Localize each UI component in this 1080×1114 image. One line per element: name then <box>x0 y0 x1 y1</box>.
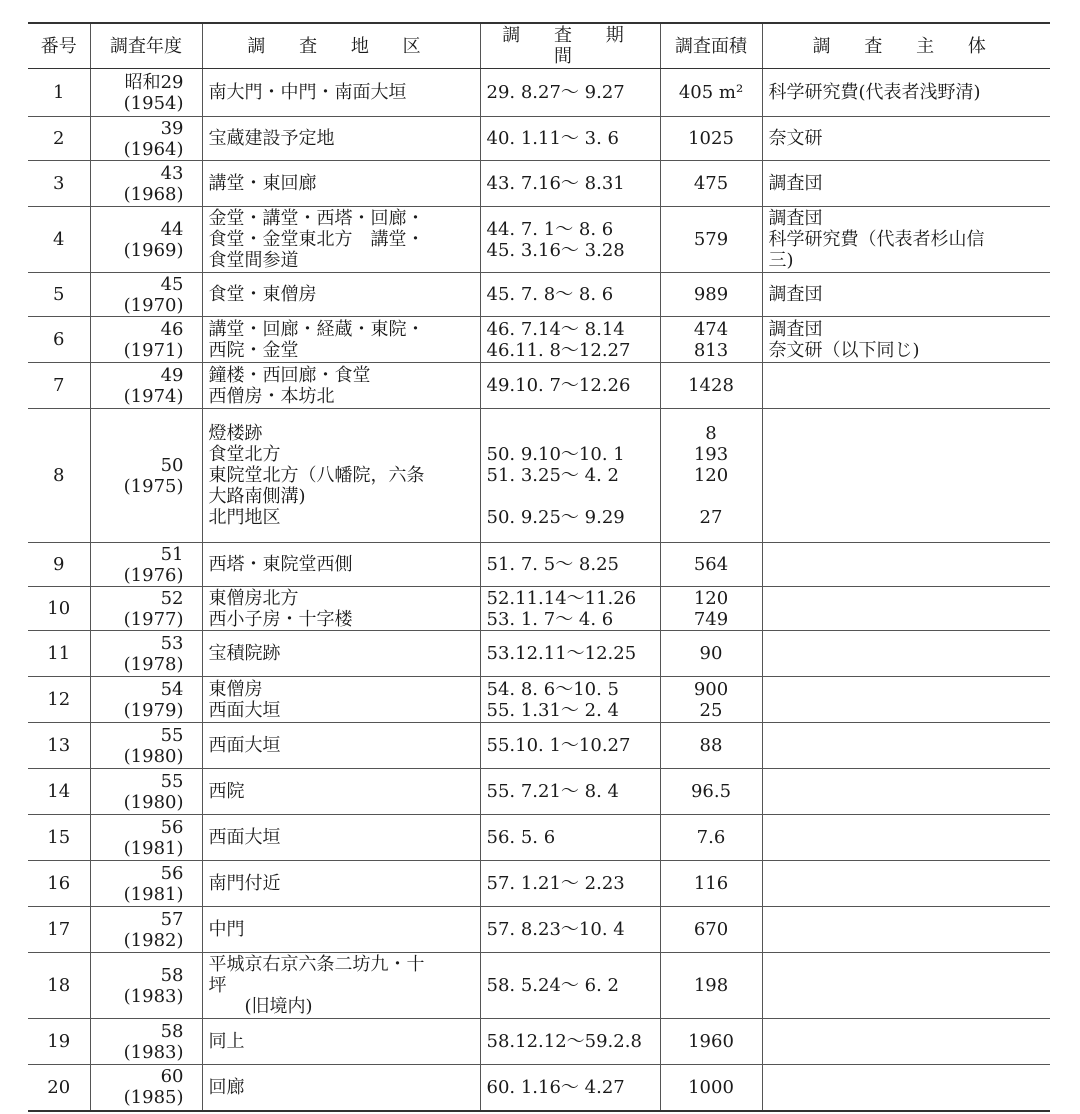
area-line: 西僧房・本坊北 <box>208 385 335 407</box>
cell-size <box>660 907 762 953</box>
table-row <box>28 543 1050 587</box>
cell-period <box>480 409 660 543</box>
cell-year <box>90 907 202 953</box>
period-line: 57. 1.21～ 2.23 <box>486 873 625 894</box>
header-row <box>28 23 1050 69</box>
table-row <box>28 363 1050 409</box>
size-line: 475 <box>693 173 729 194</box>
year-era: 55 <box>160 724 184 746</box>
cell-area <box>202 953 480 1019</box>
year-era: 54 <box>160 678 184 700</box>
size-line: 813 <box>693 339 729 361</box>
cell-body <box>762 861 1050 907</box>
cell-no: 5 <box>28 273 90 317</box>
table-row <box>28 69 1050 117</box>
size-line: 8 <box>705 423 717 444</box>
year-era: 55 <box>160 770 184 792</box>
area-line: 坪 <box>208 975 227 996</box>
period-line: 44. 7. 1～ 8. 6 <box>486 218 614 240</box>
header-body: 調 査 主 体 <box>762 23 1050 69</box>
cell-year <box>90 677 202 723</box>
year-era: 60 <box>160 1066 184 1088</box>
cell-year <box>90 587 202 631</box>
cell-area <box>202 1019 480 1065</box>
area-line: 宝蔵建設予定地 <box>208 128 335 149</box>
cell-year <box>90 815 202 861</box>
period-line: 58.12.12～59.2.8 <box>486 1031 642 1052</box>
area-line: 大路南側溝) <box>208 486 306 507</box>
cell-no: 14 <box>28 769 90 815</box>
area-line: 鐘楼・西回廊・食堂 <box>208 364 371 386</box>
cell-year <box>90 543 202 587</box>
year-era: 52 <box>160 587 184 609</box>
cell-body <box>762 907 1050 953</box>
cell-body <box>762 317 1050 363</box>
area-line: 中門 <box>208 919 245 940</box>
cell-body <box>762 543 1050 587</box>
cell-size <box>660 69 762 117</box>
table-row <box>28 953 1050 1019</box>
size-line: 474 <box>693 318 729 340</box>
area-line: 東院堂北方（八幡院，六条 <box>208 465 425 486</box>
period-line: 43. 7.16～ 8.31 <box>486 173 625 194</box>
cell-no: 20 <box>28 1065 90 1111</box>
year-ad: (1970) <box>123 294 184 316</box>
year-era: 45 <box>160 273 184 295</box>
size-line: 1428 <box>688 375 734 396</box>
period-line: 51. 3.25～ 4. 2 <box>486 465 619 486</box>
cell-area <box>202 543 480 587</box>
header-no: 番号 <box>28 23 90 69</box>
cell-size <box>660 1019 762 1065</box>
size-line: 116 <box>693 873 729 894</box>
size-line: 989 <box>693 284 729 305</box>
size-line: 670 <box>693 919 729 940</box>
cell-size <box>660 317 762 363</box>
year-era: 39 <box>160 117 184 139</box>
period-line: 53.12.11～12.25 <box>486 643 637 664</box>
cell-size <box>660 587 762 631</box>
cell-size <box>660 273 762 317</box>
table-row <box>28 409 1050 543</box>
cell-size <box>660 161 762 207</box>
cell-no: 15 <box>28 815 90 861</box>
cell-area <box>202 1065 480 1111</box>
size-line: 1025 <box>688 128 734 149</box>
area-line: 南大門・中門・南面大垣 <box>208 82 407 103</box>
body-line: 調査団 <box>768 208 823 229</box>
period-line: 58. 5.24～ 6. 2 <box>486 975 619 996</box>
size-line: 7.6 <box>696 827 726 848</box>
cell-period <box>480 907 660 953</box>
year-ad: (1981) <box>123 883 184 905</box>
cell-size <box>660 543 762 587</box>
cell-body <box>762 363 1050 409</box>
cell-size <box>660 953 762 1019</box>
table-row <box>28 587 1050 631</box>
period-line: 53. 1. 7～ 4. 6 <box>486 608 614 630</box>
period-line: 45. 3.16～ 3.28 <box>486 239 625 261</box>
cell-period <box>480 161 660 207</box>
year-ad: (1975) <box>123 475 184 497</box>
cell-period <box>480 953 660 1019</box>
area-line: 講堂・東回廊 <box>208 173 317 194</box>
cell-period <box>480 273 660 317</box>
cell-area <box>202 631 480 677</box>
cell-body <box>762 273 1050 317</box>
cell-year <box>90 861 202 907</box>
cell-no: 8 <box>28 409 90 543</box>
area-line: 食堂北方 <box>208 444 281 465</box>
area-line: 回廊 <box>208 1076 245 1098</box>
size-line: 1960 <box>688 1031 734 1052</box>
year-ad: (1971) <box>123 339 184 361</box>
table-row <box>28 907 1050 953</box>
table-row <box>28 207 1050 273</box>
table-row <box>28 117 1050 161</box>
year-era: 58 <box>160 964 184 986</box>
cell-period <box>480 1019 660 1065</box>
size-line: 120 <box>693 587 729 609</box>
period-line: 55. 1.31～ 2. 4 <box>486 699 619 721</box>
body-line: 奈文研 <box>768 128 823 149</box>
area-line: 食堂・金堂東北方 講堂・ <box>208 229 425 250</box>
year-era: 43 <box>160 162 184 184</box>
area-line: 南門付近 <box>208 873 281 894</box>
period-line <box>487 423 654 444</box>
period-line: 57. 8.23～10. 4 <box>486 919 625 940</box>
size-line: 1000 <box>688 1076 734 1098</box>
year-era: 49 <box>160 364 184 386</box>
cell-year <box>90 1019 202 1065</box>
table-row <box>28 1019 1050 1065</box>
cell-area <box>202 769 480 815</box>
cell-body <box>762 409 1050 543</box>
table-row <box>28 677 1050 723</box>
cell-body <box>762 769 1050 815</box>
cell-year <box>90 363 202 409</box>
cell-size <box>660 769 762 815</box>
body-line: 科学研究費（代表者杉山信 <box>768 229 985 250</box>
area-line: 講堂・回廊・経蔵・東院・ <box>208 318 425 340</box>
cell-period <box>480 117 660 161</box>
period-line: 55.10. 1～10.27 <box>486 735 631 756</box>
cell-body <box>762 677 1050 723</box>
year-ad: (1954) <box>123 92 184 114</box>
year-ad: (1981) <box>123 837 184 859</box>
cell-area <box>202 317 480 363</box>
period-line: 50. 9.10～10. 1 <box>486 444 625 465</box>
period-line: 46. 7.14～ 8.14 <box>486 318 625 340</box>
cell-no: 13 <box>28 723 90 769</box>
table-row <box>28 815 1050 861</box>
body-line: 三) <box>768 250 794 271</box>
cell-year <box>90 723 202 769</box>
area-line: 北門地区 <box>208 507 281 528</box>
body-line: 調査団 <box>768 284 823 305</box>
cell-area <box>202 723 480 769</box>
size-line: 579 <box>693 229 729 250</box>
year-era: 56 <box>160 816 184 838</box>
area-line: 西面大垣 <box>208 827 281 848</box>
area-line: 東僧房 <box>208 678 263 700</box>
cell-body <box>762 631 1050 677</box>
period-line: 46.11. 8～12.27 <box>486 339 631 361</box>
cell-year <box>90 207 202 273</box>
cell-size <box>660 631 762 677</box>
cell-body <box>762 1019 1050 1065</box>
table-row <box>28 161 1050 207</box>
period-line: 56. 5. 6 <box>486 827 556 848</box>
cell-body <box>762 953 1050 1019</box>
table-row <box>28 273 1050 317</box>
area-line: 西小子房・十字楼 <box>208 608 353 630</box>
year-ad: (1982) <box>123 929 184 951</box>
size-line: 96.5 <box>690 781 732 802</box>
cell-period <box>480 769 660 815</box>
year-ad: (1983) <box>123 985 184 1007</box>
year-ad: (1976) <box>123 564 184 586</box>
cell-year <box>90 273 202 317</box>
cell-no: 1 <box>28 69 90 117</box>
cell-body <box>762 69 1050 117</box>
area-line: 西面大垣 <box>208 735 281 756</box>
cell-period <box>480 69 660 117</box>
year-ad: (1980) <box>123 745 184 767</box>
period-line: 54. 8. 6～10. 5 <box>486 678 619 700</box>
area-line: 西院 <box>208 781 245 802</box>
size-line: 90 <box>699 643 723 664</box>
size-line: 25 <box>699 699 723 721</box>
cell-area <box>202 677 480 723</box>
cell-year <box>90 769 202 815</box>
cell-period <box>480 543 660 587</box>
cell-area <box>202 409 480 543</box>
size-line <box>667 486 756 507</box>
period-line: 40. 1.11～ 3. 6 <box>486 128 619 149</box>
size-line: 27 <box>699 507 723 528</box>
cell-size <box>660 861 762 907</box>
size-line: 120 <box>693 465 729 486</box>
table-row <box>28 1065 1050 1111</box>
area-line: 西院・金堂 <box>208 339 299 361</box>
cell-area <box>202 907 480 953</box>
year-ad: (1977) <box>123 608 184 630</box>
cell-size <box>660 677 762 723</box>
cell-year <box>90 69 202 117</box>
cell-size <box>660 117 762 161</box>
header-year: 調査年度 <box>90 23 202 69</box>
body-line: 調査団 <box>768 318 823 340</box>
cell-body <box>762 161 1050 207</box>
cell-year <box>90 117 202 161</box>
size-line: 749 <box>693 608 729 630</box>
cell-period <box>480 207 660 273</box>
cell-area <box>202 117 480 161</box>
area-line: 食堂間参道 <box>208 250 299 271</box>
year-ad: (1968) <box>123 183 184 205</box>
cell-period <box>480 363 660 409</box>
size-line: 198 <box>693 975 729 996</box>
area-line: 金堂・講堂・西塔・回廊・ <box>208 208 425 229</box>
cell-area <box>202 815 480 861</box>
body-line: 科学研究費(代表者浅野清) <box>768 82 981 103</box>
period-line: 52.11.14～11.26 <box>486 587 637 609</box>
cell-area <box>202 161 480 207</box>
period-line: 55. 7.21～ 8. 4 <box>486 781 619 802</box>
cell-no: 10 <box>28 587 90 631</box>
cell-body <box>762 723 1050 769</box>
year-ad: (1969) <box>123 239 184 261</box>
year-ad: (1985) <box>123 1087 184 1109</box>
cell-body <box>762 207 1050 273</box>
cell-year <box>90 161 202 207</box>
cell-year <box>90 1065 202 1111</box>
area-line: 同上 <box>208 1031 245 1052</box>
cell-year <box>90 631 202 677</box>
cell-no: 17 <box>28 907 90 953</box>
period-line: 60. 1.16～ 4.27 <box>486 1076 625 1098</box>
cell-size <box>660 363 762 409</box>
header-size: 調査面積 <box>660 23 762 69</box>
area-line: 西塔・東院堂西側 <box>208 554 353 575</box>
cell-size <box>660 723 762 769</box>
header-area: 調 査 地 区 <box>202 23 480 69</box>
cell-no: 18 <box>28 953 90 1019</box>
table-row <box>28 723 1050 769</box>
area-line: 東僧房北方 <box>208 587 299 609</box>
cell-body <box>762 587 1050 631</box>
cell-area <box>202 207 480 273</box>
size-line: 88 <box>699 735 723 756</box>
cell-year <box>90 409 202 543</box>
cell-period <box>480 587 660 631</box>
year-era: 46 <box>160 318 184 340</box>
year-ad: (1964) <box>123 138 184 160</box>
cell-period <box>480 631 660 677</box>
cell-no: 6 <box>28 317 90 363</box>
year-ad: (1980) <box>123 791 184 813</box>
cell-area <box>202 363 480 409</box>
cell-size <box>660 409 762 543</box>
cell-body <box>762 117 1050 161</box>
cell-body <box>762 1065 1050 1111</box>
area-line: 宝積院跡 <box>208 643 281 664</box>
year-era: 50 <box>160 454 184 476</box>
cell-size <box>660 1065 762 1111</box>
size-line: 405 m² <box>678 82 744 103</box>
size-line: 564 <box>693 554 729 575</box>
cell-period <box>480 317 660 363</box>
year-era: 51 <box>160 543 184 565</box>
cell-period <box>480 861 660 907</box>
area-line: 平城京右京六条二坊九・十 <box>208 954 425 975</box>
area-line: (旧境内) <box>208 996 313 1017</box>
cell-no: 16 <box>28 861 90 907</box>
cell-size <box>660 207 762 273</box>
cell-period <box>480 1065 660 1111</box>
period-line: 51. 7. 5～ 8.25 <box>486 554 619 575</box>
year-era: 53 <box>160 632 184 654</box>
cell-period <box>480 723 660 769</box>
cell-no: 3 <box>28 161 90 207</box>
cell-area <box>202 69 480 117</box>
year-ad: (1983) <box>123 1041 184 1063</box>
cell-area <box>202 861 480 907</box>
cell-period <box>480 815 660 861</box>
cell-no: 7 <box>28 363 90 409</box>
table-body <box>28 69 1050 1111</box>
cell-no: 4 <box>28 207 90 273</box>
table-row <box>28 317 1050 363</box>
period-line <box>487 486 654 507</box>
table-row <box>28 769 1050 815</box>
cell-no: 12 <box>28 677 90 723</box>
period-line: 50. 9.25～ 9.29 <box>486 507 625 528</box>
body-line: 調査団 <box>768 173 823 194</box>
area-line: 西面大垣 <box>208 699 281 721</box>
cell-no: 11 <box>28 631 90 677</box>
cell-size <box>660 815 762 861</box>
area-line: 食堂・東僧房 <box>208 284 317 305</box>
excavation-survey-table <box>28 22 1050 1112</box>
size-line: 193 <box>693 444 729 465</box>
area-line: 燈楼跡 <box>208 423 263 444</box>
cell-area <box>202 587 480 631</box>
year-ad: (1974) <box>123 385 184 407</box>
cell-area <box>202 273 480 317</box>
cell-no: 19 <box>28 1019 90 1065</box>
year-era: 44 <box>160 218 184 240</box>
period-line: 49.10. 7～12.26 <box>486 375 631 396</box>
period-line: 45. 7. 8～ 8. 6 <box>486 284 614 305</box>
cell-body <box>762 815 1050 861</box>
cell-no: 2 <box>28 117 90 161</box>
size-line: 900 <box>693 678 729 700</box>
year-ad: (1978) <box>123 653 184 675</box>
header-period: 調 査 期 間 <box>480 23 660 69</box>
year-era: 56 <box>160 862 184 884</box>
year-era: 57 <box>160 908 184 930</box>
table-row <box>28 861 1050 907</box>
table-row <box>28 631 1050 677</box>
year-ad: (1979) <box>123 699 184 721</box>
cell-year <box>90 317 202 363</box>
cell-period <box>480 677 660 723</box>
cell-no: 9 <box>28 543 90 587</box>
period-line: 29. 8.27～ 9.27 <box>486 82 625 103</box>
year-era: 58 <box>160 1020 184 1042</box>
cell-year <box>90 953 202 1019</box>
body-line: 奈文研（以下同じ) <box>768 339 920 361</box>
year-era: 昭和29 <box>124 71 184 93</box>
